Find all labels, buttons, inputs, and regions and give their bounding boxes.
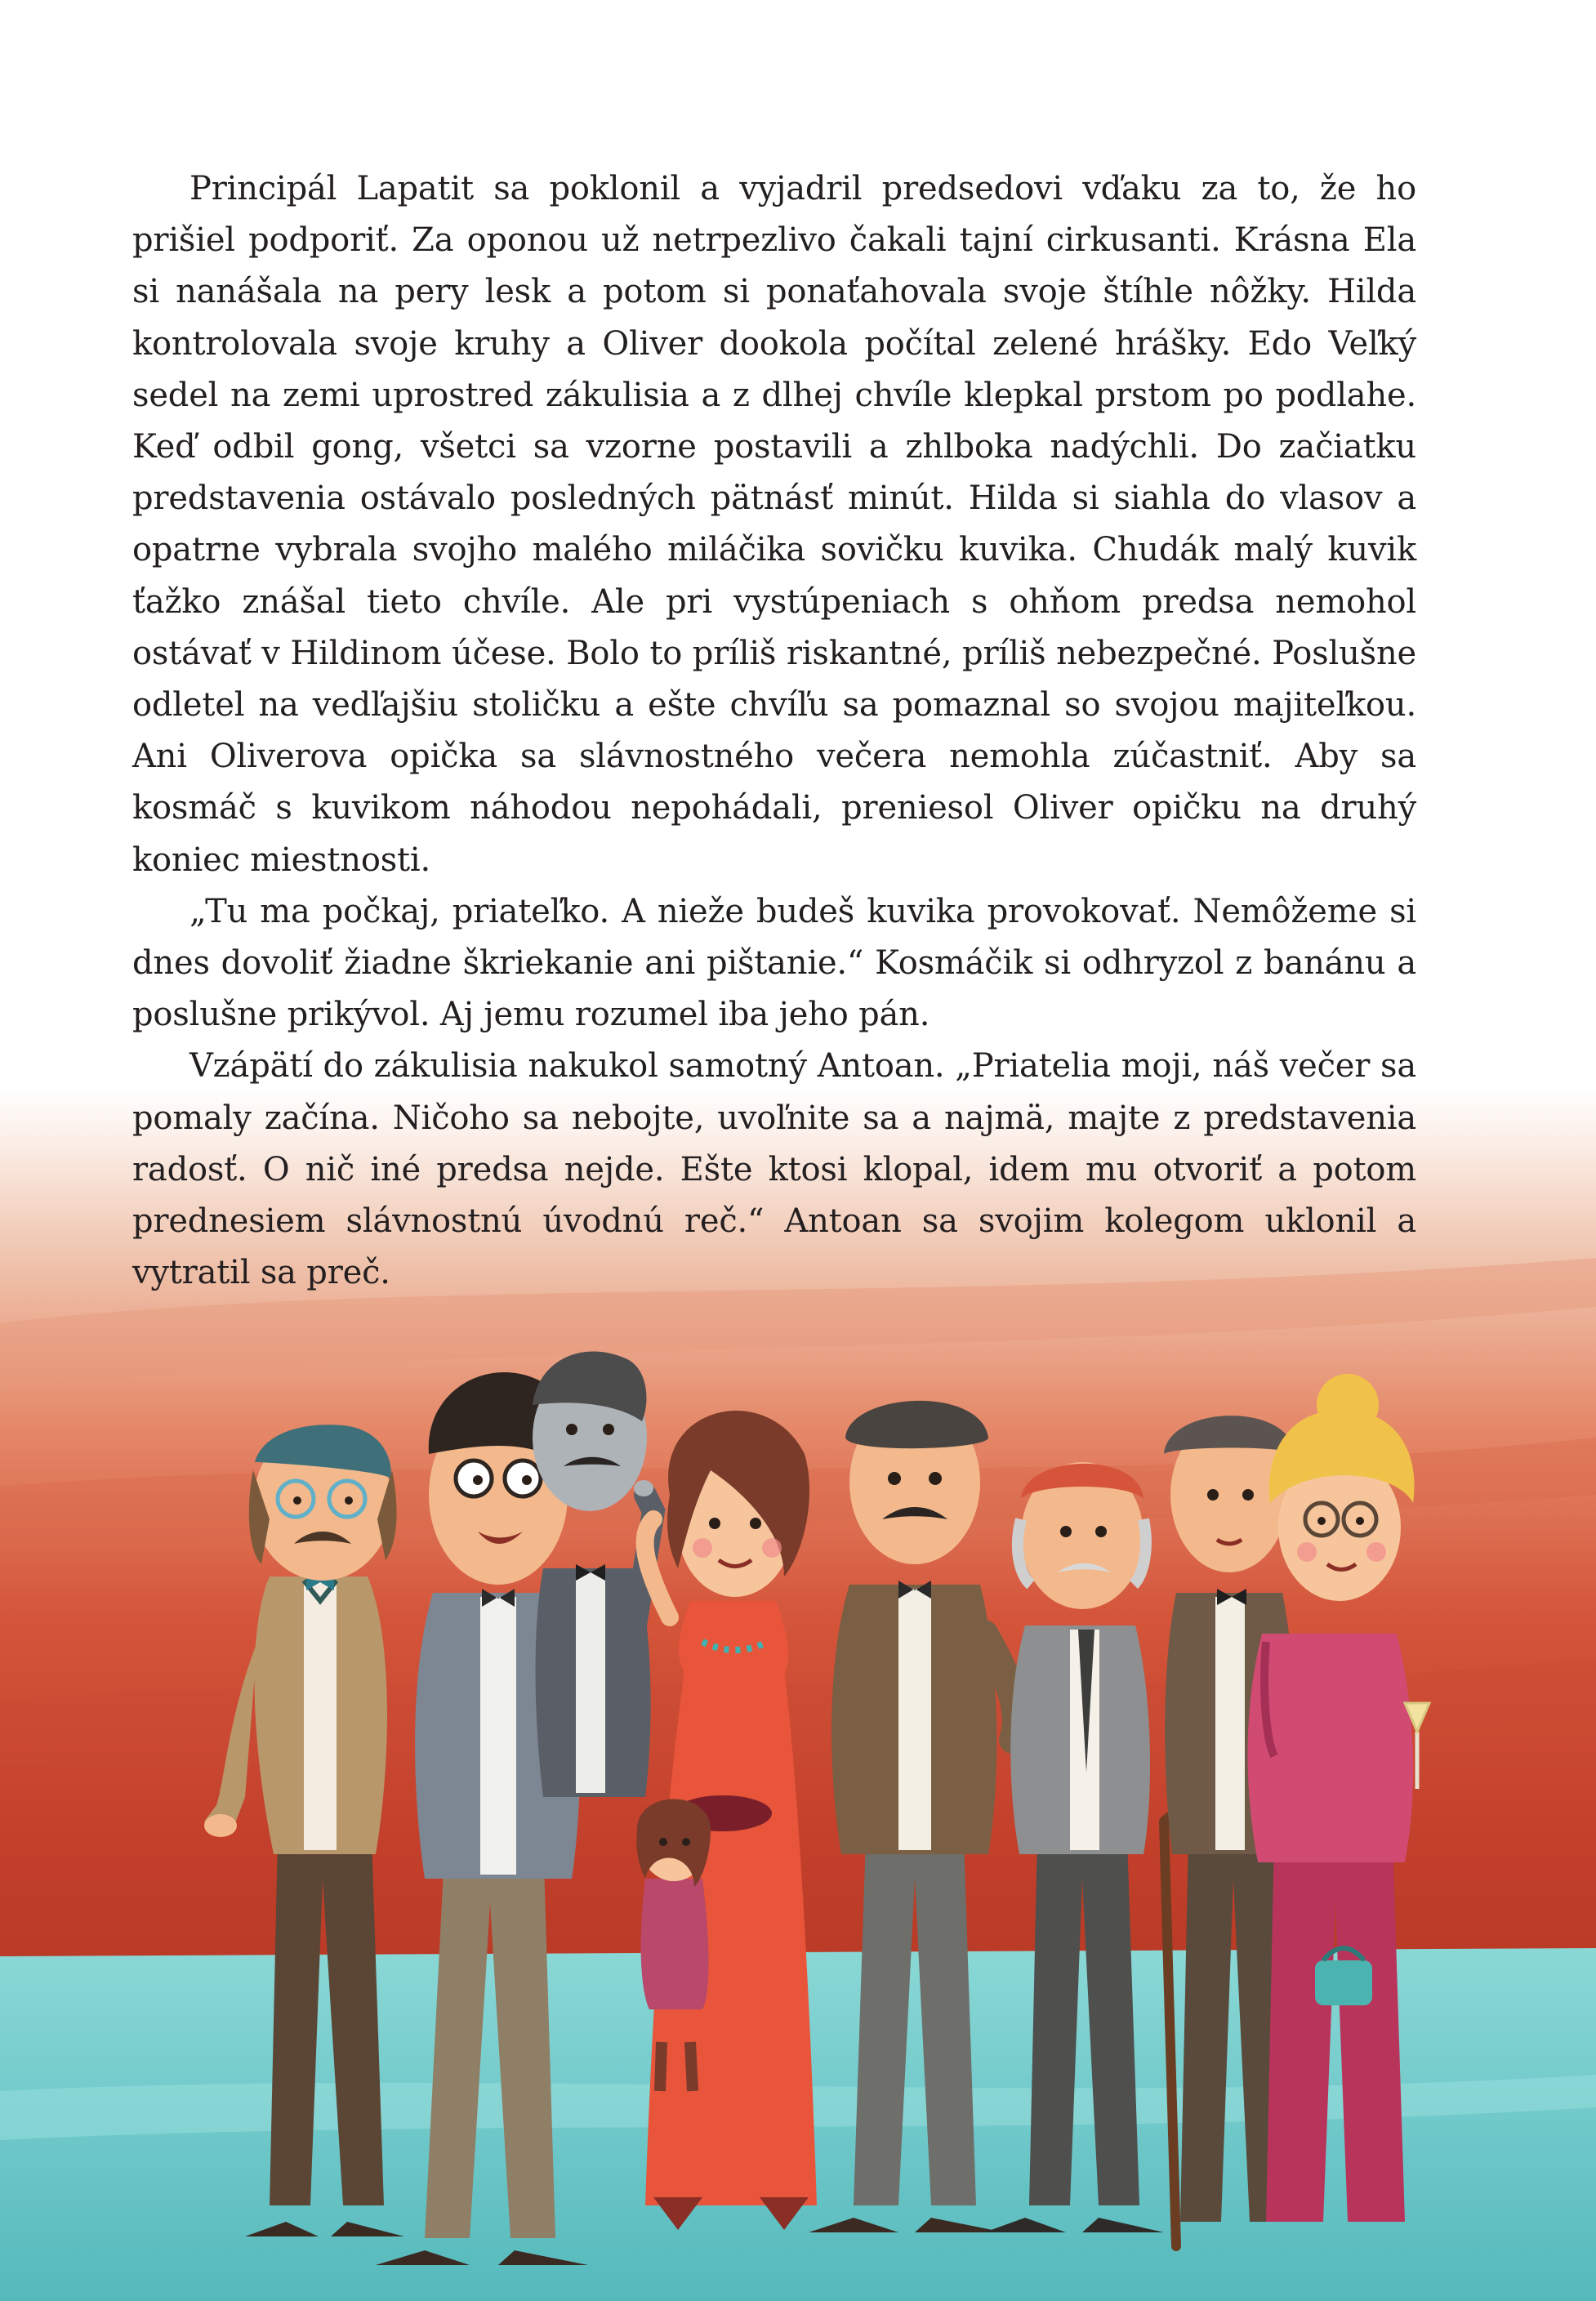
- story-paragraph-1: Principál Lapatit sa poklonil a vyjadril predsedovi vďaku za to, že ho prišiel podporiť. Za oponou už netrpezlivo čakali tajní cirkusanti. Krásna Ela si nanášala na pery lesk a potom si ponaťahovala svoje štíhle nôžky. Hilda kontrolovala svoje kruhy a Oliver dookola počítal zelené hrášky. Edo Veľký sedel na zemi uprostred zákulisia a z dlhej chvíle klepkal prstom po podlahe. Keď odbil gong, všetci sa vzorne postavili a zhlboka nadýchli. Do začiatku predstavenia ostávalo posledných pätnásť minút. Hilda si siahla do vlasov a opatrne vybrala svojho malého miláčika sovičku kuvika. Chudák malý kuvik ťažko znášal tieto chvíle. Ale pri vystúpeniach s ohňom predsa nemohol ostávať v Hildinom účese. Bolo to príliš riskantné, príliš nebezpečné. Poslušne odletel na vedľajšiu stoličku a ešte chvíľu sa pomaznal so svojou majiteľkou. Ani Oliverova opička sa slávnostného večera nemohla zúčastniť. Aby sa kosmáč s kuvikom náhodou nepohádali, preniesol Oliver opičku na druhý koniec miestnosti.: [132, 170, 1416, 879]
- story-text: [132, 163, 1416, 1299]
- story-paragraph-2: „Tu ma počkaj, priateľko. A nieže budeš kuvika provokovať. Nemôžeme si dnes dovoliť žiadne škriekanie ani pištanie.“ Kosmáčik si odhryzol z banánu a poslušne prikývol. Aj jemu rozumel iba jeho pán.: [132, 892, 1416, 1034]
- story-paragraph-3: Vzápätí do zákulisia nakukol samotný Antoan. „Priatelia moji, náš večer sa pomaly začína. Ničoho sa nebojte, uvoľnite sa a najmä, majte z predstavenia radosť. O nič iné predsa nejde. Ešte ktosi klopal, idem mu otvoriť a potom prednesiem slávnostnú úvodnú reč.“ Antoan sa svojim kolegom uklonil a vytratil sa preč.: [132, 1047, 1416, 1292]
- character-mustache-man-back: [533, 1351, 653, 1797]
